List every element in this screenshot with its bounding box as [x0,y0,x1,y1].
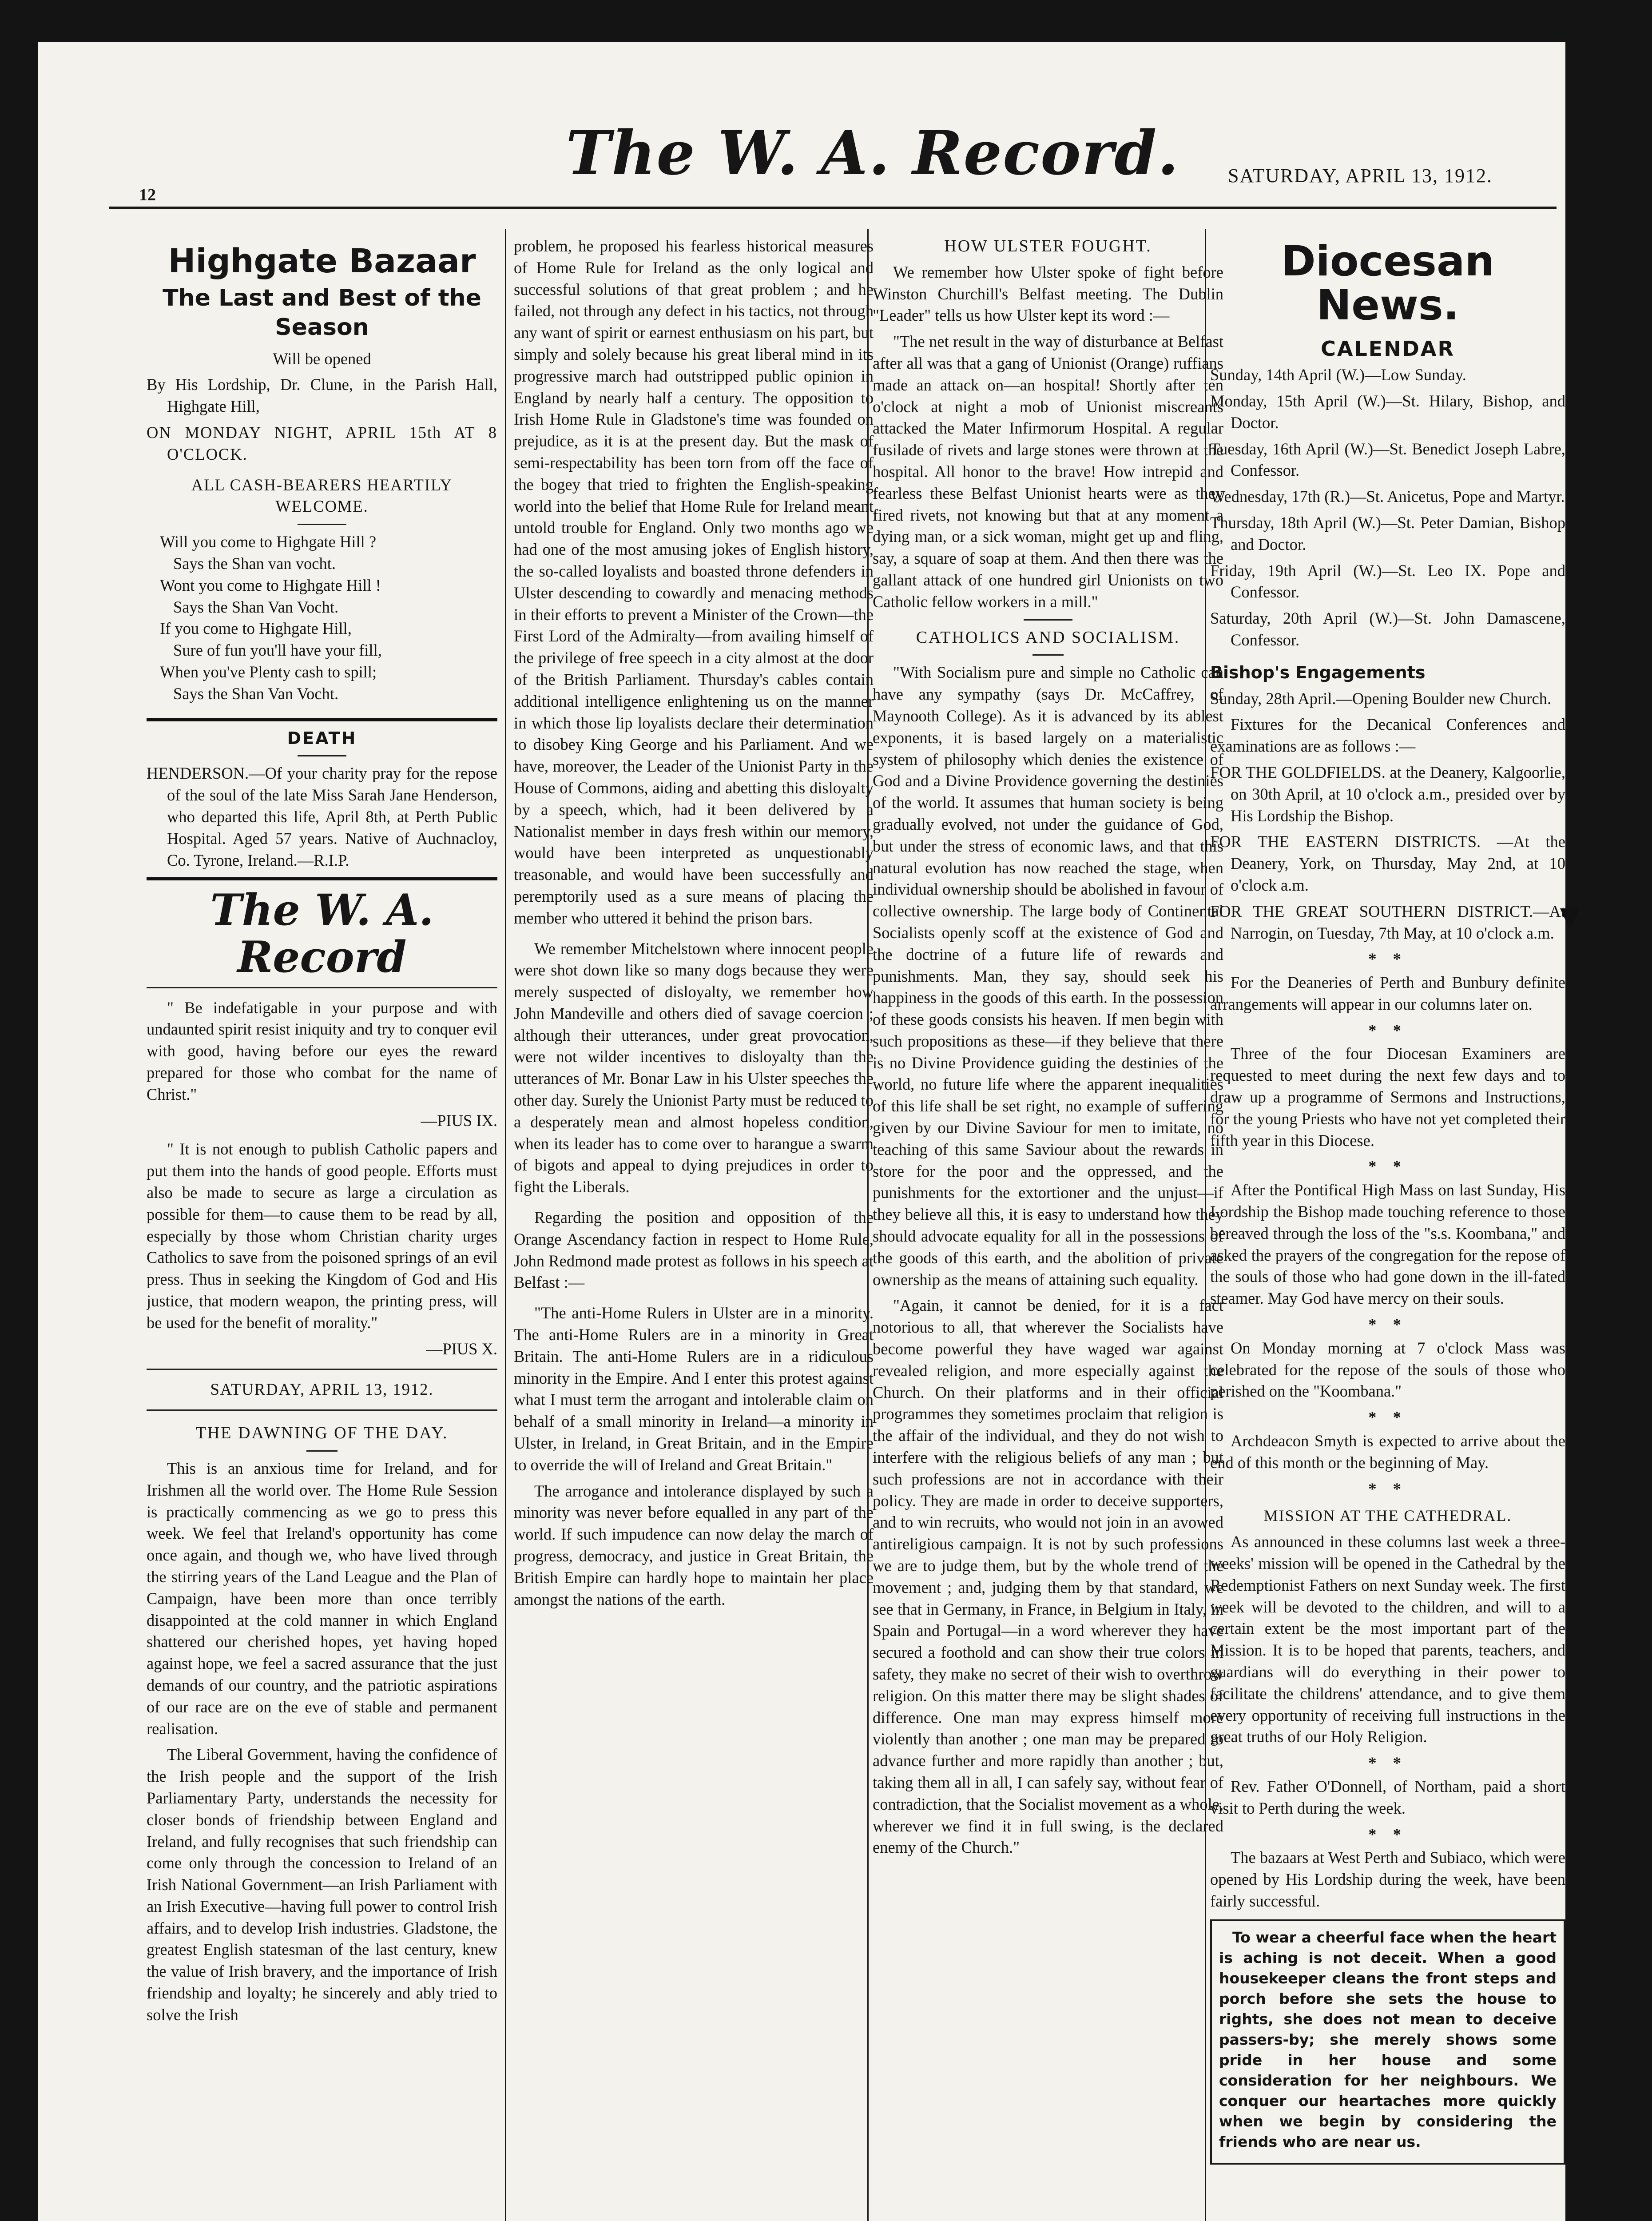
column-1 [147,235,497,2221]
column-2 [514,235,874,2221]
separator-stars: * * [1368,1408,1407,1427]
ink-mark [1560,908,1580,930]
pius-ix-quote: " Be indefatigable in your purpose and with undaunted spirit resist iniquity and try to conquer evil with good, having before our eyes the reward prepared for those who combat for the name of Christ." [147,998,497,1103]
divider [147,718,497,721]
engagement-entry: Sunday, 28th April.—Opening Boulder new Church. [1210,689,1552,708]
socialism-paragraph: "Again, it cannot be denied, for it is a fact notorious to all, that wherever the Socialists have become powerful they have waged war against revealed religion, and more especially against the Church. On their platforms and in their official programmes they sometimes proclaim that religion is the affair of the individual, and they do not wish to interfere with the religious beliefs of any man ; but such professions are not in accordance with their policy. They are made in order to deceive supporters, and to win recruits, who would not join in an avowed antireligious campaign. It is not by such professions we are to judge them, but by the whole trend of the movement ; and, judging them by that standard, we see that in Germany, in France, in Belgium in Italy, in Spain and Portugal—in a word wherever they have secured a foothold and can show their true colors in safety, they make no secret of their wish to overthrow religion. On this matter there may be slight shades of difference. One man may express himself more violently than another ; one man may be prepared to advance further and more rapidly than another ; but, taking them all in all, I can safely say, without fear of contradiction, that the Socialist movement as a whole, wherever we find it in full swing, is the declared enemy of the Church." [873,1296,1223,1857]
divider [298,755,346,756]
calendar-entry: Thursday, 18th April (W.)—St. Peter Damian, Bishop and Doctor. [1210,513,1565,553]
bazaar-line-date: ON MONDAY NIGHT, APRIL 15th AT 8 O'CLOCK. [147,423,497,463]
divider [147,1409,497,1411]
separator-stars: * * [1368,1157,1407,1176]
calendar-entry: Sunday, 14th April (W.)—Low Sunday. [1210,366,1466,384]
editorial-paragraph: The arrogance and intolerance displayed by such a minority was never before equalled in any part of the world. If such impudence can now delay the march of progress, democracy, and justice in Great Britain, the British Empire can hardly hope to maintain her place amongst the nations of the earth. [514,1481,874,1608]
ulster-paragraph: We remember how Ulster spoke of fight before Winston Churchill's Belfast meeting. The Dublin "Leader" tells us how Ulster kept its word :— [873,263,1223,325]
masthead-rule [109,207,1557,209]
bazaar-subtitle: The Last and Best of the Season [163,284,481,341]
calendar-entry: Friday, 19th April (W.)—St. Leo IX. Pope and Confessor. [1210,561,1565,601]
divider [1024,619,1072,621]
separator-stars: * * [1368,1754,1407,1772]
divider [1032,654,1064,656]
masthead-title: The W. A. Record. [566,118,1179,189]
verse-line: Says the Shan Van Vocht. [173,684,339,703]
diocesan-news-title: Diocesan News. [1281,237,1495,330]
engagement-entry: FOR THE EASTERN DISTRICTS. —At the Deanery, York, on Thursday, May 2nd, at 10 o'clock a.m. [1210,832,1565,894]
divider [147,1369,497,1370]
divider [306,1450,338,1452]
divider [147,987,497,988]
socialism-paragraph: "With Socialism pure and simple no Catholic can have any sympathy (says Dr. McCaffrey, of Maynooth College). As it is advanced by its ablest exponents, it is based largely on a materialistic system of philosophy which denies the existence of God and a Divine Providence governing the destinies of the world. It assumes that human society is being gradually evolved, not under the guidance of God, but under the stress of economic laws, and that this natural evolution has now reached the stage, when individual ownership should be abolished in favour of collective ownership. The large body of Continental Socialists openly scoff at the existence of God and the doctrine of a future life of rewards and punishments. Man, they say, should seek his happiness in the goods of this earth. In the possession of these goods consists his heaven. If men begin with such propositions as these—if they believe that there is no Divine Providence guiding the destinies of the world, no future life where the apparent inequalities of this life shall be set right, no example of suffering given by our Divine Saviour for men to imitate, no teaching of this same Saviour about the rewards in store for the poor and the oppressed, and the punishments for the extortioner and the unjust—if they believe all this, it is easy to understand how they should advocate equality for all in the possessions of the goods of this earth, and the abolition of private ownership as the means of attaining such equality. [873,663,1223,1289]
engagement-entry: FOR THE GREAT SOUTHERN DISTRICT.—At Narrogin, on Tuesday, 7th May, at 10 o'clock a.m. [1210,902,1565,942]
editorial-paragraph: Regarding the position and opposition of the Orange Ascendancy faction in respect to Home Rule, John Redmond made protest as follows in his speech at Belfast :— [514,1208,874,1292]
calendar-entry: Wednesday, 17th (R.)—St. Anicetus, Pope and Martyr. [1210,487,1565,506]
verse-line: If you come to Highgate Hill, [160,619,352,638]
diocesan-note: For the Deaneries of Perth and Bunbury definite arrangements will appear in our columns later on. [1210,973,1565,1013]
bazaar-line-opened: Will be opened [273,349,371,368]
engagements-heading: Bishop's Engagements [1210,662,1426,682]
separator-stars: * * [1368,1825,1407,1843]
bazaar-line-welcome: ALL CASH-BEARERS HEARTILY WELCOME. [191,475,453,516]
mission-text: As announced in these columns last week a three-weeks' mission will be opened in the Cathedral by the Redemptionist Fathers on next Sunday week. The first week will be devoted to the children, and will to a certain extent be the most important part of the Mission. It is to be hoped that parents, teachers, and guardians will do everything in their power to facilitate the childrens' attendance, and to give them every opportunity of receiving full instructions in the great truths of our Holy Religion. [1210,1532,1565,1746]
separator-stars: * * [1368,1479,1407,1498]
ulster-title: HOW ULSTER FOUGHT. [944,237,1152,255]
diocesan-note: After the Pontifical High Mass on last Sunday, His Lordship the Bishop made touching reference to those bereaved through the loss of the "s.s. Koombana," and asked the prayers of the congregation for the repose of the souls of those who had gone down in the ill-fated steamer. May God have mercy on their souls. [1210,1181,1565,1308]
verse-line: Says the Shan Van Vocht. [173,597,339,616]
box-text: To wear a cheerful face when the heart is aching is not deceit. When a good housekeeper cleans the front steps and porch before she sets the house to rights, she does not mean to deceive passers-by; she merely shows some pride in her house and some consideration for her neighbours. We conquer our heartaches more quickly when we begin by considering the friends who are near us. [1219,1928,1557,2150]
editorial-paragraph: This is an anxious time for Ireland, and for Irishmen all the world over. The Home Rule Session is practically commencing as we go to press this week. We feel that Ireland's opportunity has come once again, and though we, who have lived through the stirring years of the Land League and the Plan of Campaign, have been more than once terribly disappointed at the cold manner in which England shattered our cherished hopes, yet having hoped against hope, we feel a sacred assurance that the just demands of our country, and the patriotic aspirations of our race are on the eve of stable and permanent realisation. [147,1459,497,1738]
mission-heading: MISSION AT THE CATHEDRAL. [1263,1507,1512,1525]
verse-line: When you've Plenty cash to spill; [160,663,377,681]
diocesan-note: Three of the four Diocesan Examiners are requested to meet during the next few days and to draw up a programme of Sermons and Instructions, for the young Priests who have not yet completed their fifth year in this Diocese. [1210,1044,1565,1150]
separator-stars: * * [1368,950,1407,968]
newspaper-page [38,42,1565,2221]
calendar-heading: CALENDAR [1321,337,1455,361]
column-rule-1 [505,229,506,2221]
editorial-dateline: SATURDAY, APRIL 13, 1912. [210,1380,434,1399]
bazaar-title: Highgate Bazaar [168,242,476,280]
editorial-paragraph: We remember Mitchelstown where innocent people were shot down like so many dogs because they were merely suspected of disloyalty, we remember how John Mandeville and others died of savage coercion ; although their utterances, under great provocation, were not wilder incentives to disloyalty than the utterances of Mr. Bonar Law in his Ulster speeches the other day. Surely the Unionist Party must be reduced to a desperately mean and almost hopeless condition, when its leader has to come over to harangue a swarm of bigots and appeal to dying prejudices in order to fight the Liberals. [514,939,874,1196]
verse-line: Says the Shan van vocht. [173,554,336,573]
verse-line: Sure of fun you'll have your fill, [173,641,382,660]
record-logo: The W. A. Record [210,885,434,983]
bazaar-line-lordship: By His Lordship, Dr. Clune, in the Parish Hall, Highgate Hill, [147,375,497,416]
pius-x-quote: " It is not enough to publish Catholic papers and put them into the hands of good people. Efforts must also be made to secure as large a circulation as possible for them—to cause them to be read by all, especially by those whom Christian charity urges Catholics to save from the poisoned springs of an evil press. Thus in seeking the Kingdom of God and His justice, that modern weapon, the printing press, will be used for the benefit of morality." [147,1140,497,1332]
divider [298,524,346,525]
diocesan-note: Rev. Father O'Donnell, of Northam, paid a short visit to Perth during the week. [1210,1777,1565,1817]
engagement-entry: Fixtures for the Decanical Conferences and examinations are as follows :— [1210,715,1565,756]
pius-x-signature: —PIUS X. [426,1339,497,1358]
calendar-entry: Monday, 15th April (W.)—St. Hilary, Bishop, and Doctor. [1210,391,1565,432]
editorial-title: THE DAWNING OF THE DAY. [195,1424,449,1443]
ulster-paragraph: "The net result in the way of disturbance at Belfast after all was that a gang of Unionist (Orange) ruffians made an attack on—an hospital! Shortly after ten o'clock at night a mob of Unionist miscreants attacked the Mater Infirmorum Hospital. A regular fusilade of rivets and large stones were thrown at the hospital. All honor to the brave! How intrepid and fearless these Belfast Unionist hearts were as they fired rivets, not knowing but that at any moment a dying man, or a sick woman, might get up and fling, say, a square of soap at them. And then there was the gallant attack of one hundred girl Unionists on two Catholic fellow workers in a mill." [873,332,1223,611]
death-heading: DEATH [287,728,357,748]
engagement-entry: FOR THE GOLDFIELDS. at the Deanery, Kalgoorlie, on 30th April, at 10 o'clock a.m., presided over by His Lordship the Bishop. [1210,763,1565,825]
separator-stars: * * [1368,1315,1407,1334]
page-number: 12 [139,186,156,204]
socialism-title: CATHOLICS AND SOCIALISM. [916,628,1180,647]
editorial-continued: problem, he proposed his fearless historical measures of Home Rule for Ireland as the only logical and successful solutions of that great problem ; and he failed, not through any defect in his tactics, not through any want of spirit or earnest enthusiasm on his part, but simply and solely because his great liberal mind in its progressive march had outstripped public opinion in England by nearly half a century. The opposition to Irish Home Rule in Gladstone's time was founded on prejudice, as it is at the present day. But the mask of semi-respectability has been torn from off the face of the bogey that tried to frighten the English-speaking world into the belief that Home Rule for Ireland meant untold trouble for England. Only two months ago we had one of the most amusing jokes of English history, the so-called loyalists and boasted throne defenders in Ulster descending to cowardly and menacing methods in their efforts to prevent a Minister of the Crown—the First Lord of the Admiralty—from availing himself of the privilege of free speech in a city almost at the door of the British Parliament. Thursday's cables contain additional intelligence enlightening us on the manner in which those lip loyalists declare their determination to disobey King George and his Parliament. And we have, moreover, the Leader of the Unionist Party in the House of Commons, aiding and abetting this disloyalty by a speech, which, had it been delivered by a Nationalist member in days fresh within our memory, would have been interpreted as unquestionably treasonable, and would have been successfully and peremptorily used as a sure means of placing the member who uttered it behind the prison bars. [514,237,874,927]
bazaar-notice [147,244,497,705]
verse-line: Will you come to Highgate Hill ? [160,533,377,551]
separator-stars: * * [1368,1021,1407,1039]
cheerful-face-box [1210,1919,1565,2165]
editorial-paragraph: The Liberal Government, having the confidence of the Irish people and the support of the Irish Parliamentary Party, understands the necessity for closer bonds of friendship between England and Ireland, and fully recognises that such friendship can come only through the concession to Ireland of an Irish National Government—an Irish Parliament with an Irish Executive—having full power to control Irish affairs, and to develop Irish industries. Gladstone, the greatest English statesman of the last century, knew the value of Irish bravery, and the importance of Irish friendship and loyalty; he sincerely and ably tried to solve the Irish [147,1745,497,2024]
calendar-entry: Saturday, 20th April (W.)—St. John Damascene, Confessor. [1210,609,1565,649]
verse-line: Wont you come to Highgate Hill ! [160,576,381,594]
bazaar-verse [147,531,497,705]
column-4 [1210,235,1565,2221]
column-3 [873,235,1223,2221]
calendar-entry: Tuesday, 16th April (W.)—St. Benedict Joseph Labre, Confessor. [1210,439,1565,480]
death-notice: HENDERSON.—Of your charity pray for the repose of the soul of the late Miss Sarah Jane Henderson, who departed this life, April 8th, at Perth Public Hospital. Aged 57 years. Native of Auchnacloy, Co. Tyrone, Ireland.—R.I.P. [147,764,497,869]
divider [147,877,497,880]
redmond-quote: "The anti-Home Rulers in Ulster are in a minority. The anti-Home Rulers are in a minority in Great Britain. The anti-Home Rulers are in a ridiculous minority in the Empire. And I enter this protest against what I must term the arrogant and intolerable claim on behalf of a small minority in Ireland—a minority in Ulster, in Ireland, in Great Britain, and in the Empire to override the will of Ireland and Great Britain." [514,1304,874,1474]
masthead-date: SATURDAY, APRIL 13, 1912. [1228,165,1493,187]
pius-ix-signature: —PIUS IX. [421,1111,497,1130]
diocesan-note: The bazaars at West Perth and Subiaco, which were opened by His Lordship during the week, have been fairly successful. [1210,1848,1565,1910]
diocesan-note: Archdeacon Smyth is expected to arrive about the end of this month or the beginning of May. [1210,1432,1565,1472]
diocesan-note: On Monday morning at 7 o'clock Mass was celebrated for the repose of the souls of those who perished on the "Koombana." [1210,1338,1565,1401]
